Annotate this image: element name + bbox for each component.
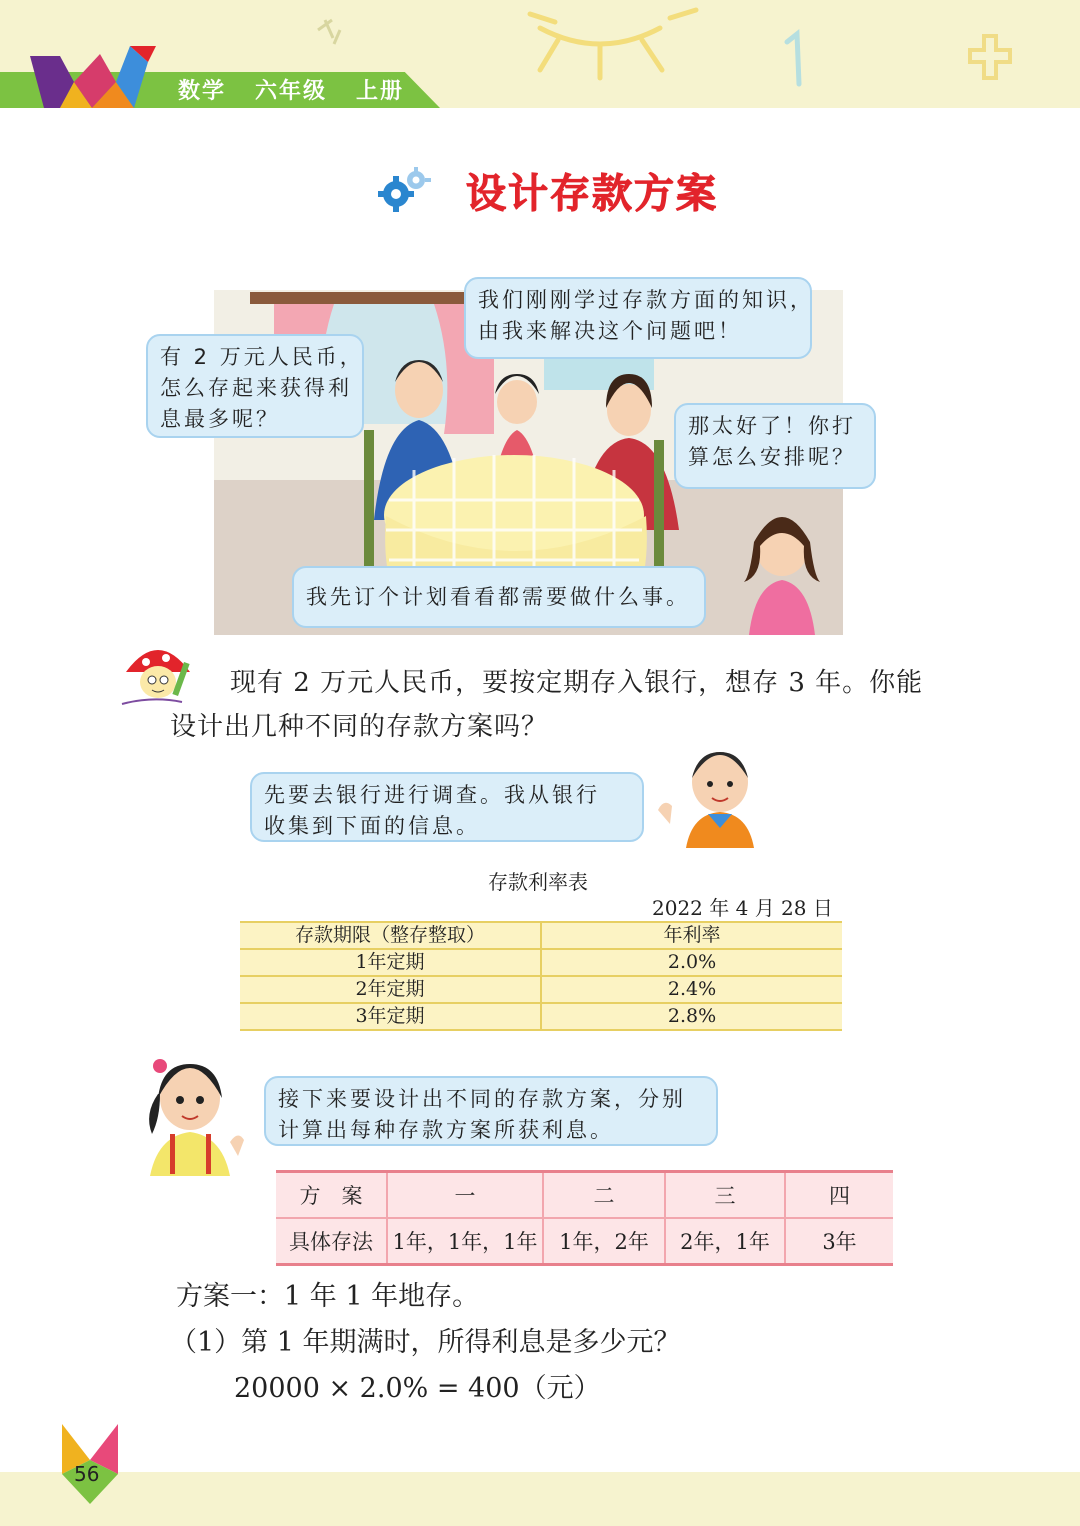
- page-number: 56: [74, 1462, 100, 1486]
- speech-bubble-mother: 那太好了！你打 算怎么安排呢？: [674, 403, 876, 489]
- header-cell-term: 存款期限（整存整取）: [240, 922, 541, 949]
- interest-rate-table: [240, 921, 842, 1031]
- speech-bubble-girl-plan: 我先订个计划看看都需要做什么事。: [292, 566, 706, 628]
- rate-cell: 2.0%: [541, 949, 842, 976]
- rate-cell: 2.8%: [541, 1003, 842, 1030]
- plan-header-cell: 四: [785, 1172, 893, 1219]
- term-cell: 2年定期: [240, 976, 541, 1003]
- plan-header-label: 方 案: [276, 1172, 387, 1219]
- boy-character-icon: [650, 740, 770, 848]
- question-1-text: （1）第 1 年期满时，所得利息是多少元？: [170, 1327, 681, 1358]
- tangram-logo-icon: [30, 42, 160, 108]
- plan-method-cell: 2年，1年: [665, 1218, 785, 1265]
- speech-bubble-boy: 先要去银行进行调查。我从银行 收集到下面的信息。: [250, 772, 644, 842]
- footer-background: [0, 1472, 1080, 1526]
- problem-text-line-2: 设计出几种不同的存款方案吗？: [170, 712, 549, 742]
- interest-formula: 20000 × 2.0% = 400（元）: [234, 1373, 601, 1404]
- plan-one-heading: 方案一：1 年 1 年地存。: [176, 1281, 480, 1312]
- page-title: 设计存款方案: [466, 171, 718, 217]
- mushroom-mascot-icon: [118, 642, 198, 708]
- girl-character-icon: [130, 1046, 250, 1176]
- header-cell-rate: 年利率: [541, 922, 842, 949]
- gear-icon: [376, 166, 432, 212]
- header-book-info: 数学 六年级 上册: [178, 79, 404, 104]
- table-row: [240, 949, 842, 976]
- rate-table-date: 2022 年 4 月 28 日: [652, 896, 833, 920]
- plan-method-cell: 1年，1年，1年: [387, 1218, 543, 1265]
- table-header-row: [240, 922, 842, 949]
- plan-header-cell: 一: [387, 1172, 543, 1219]
- table-row: [240, 1003, 842, 1030]
- term-cell: 3年定期: [240, 1003, 541, 1030]
- speech-bubble-father: 有 2 万元人民币， 怎么存起来获得利 息最多呢？: [146, 334, 364, 438]
- rate-cell: 2.4%: [541, 976, 842, 1003]
- deposit-plan-table: [276, 1170, 893, 1266]
- plan-header-cell: 三: [665, 1172, 785, 1219]
- table-row: [240, 976, 842, 1003]
- speech-bubble-girl-offer: 我们刚刚学过存款方面的知识， 由我来解决这个问题吧！: [464, 277, 812, 359]
- plan-header-row: [276, 1172, 893, 1219]
- term-cell: 1年定期: [240, 949, 541, 976]
- rate-table-title: 存款利率表: [488, 870, 588, 894]
- plan-method-row: [276, 1218, 893, 1265]
- plan-method-label: 具体存法: [276, 1218, 387, 1265]
- problem-text-line-1: 现有 2 万元人民币，要按定期存入银行，想存 3 年。你能: [230, 668, 924, 698]
- plan-method-cell: 1年，2年: [543, 1218, 665, 1265]
- plan-header-cell: 二: [543, 1172, 665, 1219]
- plan-method-cell: 3年: [785, 1218, 893, 1265]
- speech-bubble-girl-next: 接下来要设计出不同的存款方案，分别 计算出每种存款方案所获利息。: [264, 1076, 718, 1146]
